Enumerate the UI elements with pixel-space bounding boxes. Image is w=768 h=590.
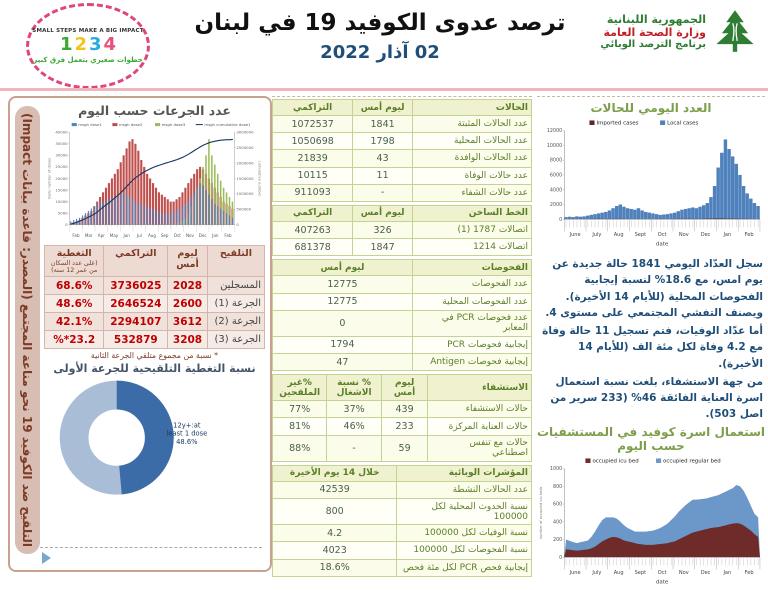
table-row [273,336,532,353]
svg-text:12000: 12000 [547,128,562,134]
campaign-tagline-ar: خطوات صغيري بتعمل فرق كبير [33,56,143,64]
column-header: الخط الساخن [412,205,531,221]
row-label: عدد الحالات المثبتة [412,116,531,133]
cell-value: 42539 [273,481,397,498]
svg-text:15000: 15000 [55,187,68,192]
svg-text:date: date [656,242,669,248]
table-row [273,542,532,559]
daily-charts-column [537,96,765,590]
cell-value: - [327,435,381,461]
column-header: التراكمي [273,205,353,221]
cell-value: 12775 [273,293,413,310]
svg-text:Nov: Nov [679,570,689,576]
statistics-column [272,96,532,580]
row-label: عدد حالات الشفاء [412,184,531,201]
table-row [273,401,532,418]
column-header: الاستشفاء [428,375,532,401]
cell-value: 21839 [273,150,353,167]
row-label: نسبة الفحوصات لكل 100000 [397,542,532,559]
table-row [273,418,532,435]
column-header: ليوم أمس [353,205,413,221]
indicators-section [272,465,532,577]
table-row [273,481,532,498]
data-table [272,259,532,371]
cell-value: 3612 [168,313,208,331]
svg-text:Feb: Feb [745,232,754,238]
svg-text:25000: 25000 [55,164,68,169]
daily-cases-chart-title: العدد اليومي للحالات [537,101,765,115]
column-header: التغطية (على عدد السكان من عمر 12 سنة) [45,246,104,277]
cell-value: 1050698 [273,133,353,150]
play-triangle-icon [42,552,51,564]
svg-text:Feb: Feb [72,233,80,238]
column-header: التراكمي [104,246,168,277]
column-header: ليوم أمس [353,100,413,116]
donut-chart-title: نسبة التغطية التلقيحية للجرعة الأولى [44,362,265,375]
header-row [273,205,532,221]
row-label: عدد الحالات المحلية [412,133,531,150]
row-label: إيجابية فحوصات PCR [412,336,531,353]
svg-text:June: June [569,232,581,238]
cell-value: 800 [273,499,397,525]
svg-text:800: 800 [553,484,562,490]
svg-text:June: June [569,570,581,576]
beds-chart-title: استعمال اسرة كوفيد في المستشفيات حسب اليوم [537,425,765,453]
svg-text:Mar: Mar [85,233,93,238]
svg-text:July: July [591,570,601,576]
svg-text:May: May [110,233,119,238]
row-label: حالات مع تنفس اصطناعي [428,435,532,461]
column-header: ليوم أمس [381,375,428,401]
cell-value: 68.6% [45,277,104,295]
cell-value: 1841 [353,116,413,133]
table-row [273,184,532,201]
vaccination-side-banner: التلقيح ضد الكوفيد 19 نحو مناعة المجتمع (المصدر: قاعدة بيانات Impact) [15,106,40,554]
svg-text:Oct: Oct [174,233,181,238]
header-divider [0,88,768,91]
table-row [273,293,532,310]
svg-text:Jan: Jan [722,570,731,576]
cell-value: 42.1% [45,313,104,331]
cell-value: 1798 [353,133,413,150]
table-row [273,276,532,293]
table-row [273,435,532,461]
svg-text:35000: 35000 [55,141,68,146]
cell-value: 1794 [273,336,413,353]
data-table [272,99,532,202]
data-table [44,245,265,349]
dashed-separator [40,547,262,548]
column-header: الفحوصات [412,260,531,276]
vaccination-footnote: * نسبة من مجموع متلقي الجرعة الثانية [44,351,265,360]
cell-value: 81% [273,418,327,435]
svg-text:500000: 500000 [236,207,251,212]
row-label: حالات الاستشفاء [428,401,532,418]
table-row [45,295,265,313]
table-row [273,499,532,525]
svg-text:4000: 4000 [550,187,562,193]
row-label: اتصالات 1787 (1) [412,221,531,238]
cell-value: 681378 [273,239,353,256]
cases-section [272,99,532,202]
ministry-text: الجمهورية اللبنانية وزارة الصحة العامة برنامج الترصد الوبائي [600,13,706,50]
vaccination-content [44,101,265,499]
svg-text:July: July [591,232,601,238]
table-row [273,221,532,238]
cell-value: 2646524 [104,295,168,313]
table-row [273,133,532,150]
summary-paragraph: من جهة الاستشفاء، بلغت نسبة استعمال اسرة العناية الفائقة 46% (233 سرير من اصل 503). [539,374,763,423]
table-row [273,525,532,542]
campaign-numbers: 1 2 3 4 [59,36,117,54]
table-row [45,331,265,349]
svg-text:Jun: Jun [122,233,130,238]
svg-text:1000000: 1000000 [236,191,254,196]
table-row [45,277,265,295]
svg-text:msgh dose2: msgh dose2 [119,122,143,127]
row-label: عدد فحوصات PCR في المعابر [412,310,531,336]
cell-value: 326 [353,221,413,238]
first-dose-coverage-donut [44,375,232,499]
row-label: إيجابية فحوصات Antigen [412,354,531,371]
cell-value: 46% [327,418,381,435]
cell-value: 407263 [273,221,353,238]
svg-text:msgh dose1: msgh dose1 [78,122,102,127]
svg-text:Aug: Aug [614,232,624,238]
svg-text:8000: 8000 [550,158,562,164]
ministry-logo [600,8,758,54]
svg-text:Aug: Aug [614,570,624,576]
svg-text:1500000: 1500000 [236,176,254,181]
column-header: % نسبة الاشغال [327,375,381,401]
cell-value: 4.2 [273,525,397,542]
svg-text:Feb: Feb [224,233,232,238]
svg-text:Jan: Jan [722,232,731,238]
svg-text:5000: 5000 [58,210,68,215]
svg-text:0: 0 [559,217,562,223]
svg-text:Dec: Dec [701,570,711,576]
data-table [272,205,532,256]
column-header: التراكمي [273,100,353,116]
svg-text:Sept: Sept [635,570,646,576]
table-row [273,354,532,371]
cell-value: 77% [273,401,327,418]
impact-campaign-logo [26,3,150,89]
cell-value: 47 [273,354,413,371]
svg-text:12y+:atleast 1 dose48.6%: 12y+:at least 1 dose 48.6% [166,422,207,446]
svg-text:msgh cumulative dose1: msgh cumulative dose1 [204,122,251,127]
header-row [273,375,532,401]
svg-text:msgh dose3: msgh dose3 [162,122,186,127]
svg-text:40000: 40000 [55,130,68,135]
svg-text:Oct: Oct [658,570,667,576]
cell-value: 3208 [168,331,208,349]
svg-text:Jan: Jan [211,233,219,238]
svg-text:Imported cases: Imported cases [597,121,639,127]
svg-text:date: date [656,579,669,585]
row-label: الجرعة (3) [207,331,264,349]
table-row [273,239,532,256]
cell-value: 532879 [104,331,168,349]
page-header [0,0,768,88]
table-row [273,150,532,167]
cell-value: 11 [353,167,413,184]
report-date: 02 آذار 2022 [180,42,580,63]
svg-text:6000: 6000 [550,173,562,179]
doses-chart-title: عدد الجرعات حسب اليوم [44,103,265,118]
summary-paragraphs [539,256,763,423]
cell-value: 1847 [353,239,413,256]
header-row [273,465,532,481]
cell-value: 12775 [273,276,413,293]
cell-value: 43 [353,150,413,167]
row-label: نسبة الوفيات لكل 100000 [397,525,532,542]
svg-text:Jul: Jul [136,233,142,238]
row-label: نسبة الحدوث المحلية لكل 100000 [397,499,532,525]
svg-text:occupied regular bed: occupied regular bed [663,458,721,464]
column-header: %غير الملقحين [273,375,327,401]
svg-text:1000: 1000 [550,466,562,472]
svg-text:2000000: 2000000 [236,160,254,165]
row-label: عدد الحالات الوافدة [412,150,531,167]
row-label: عدد الحالات النشطة [397,481,532,498]
cell-value: 10115 [273,167,353,184]
svg-text:Nov: Nov [679,232,689,238]
cell-value: 233 [381,418,428,435]
svg-text:Local cases: Local cases [667,121,698,127]
svg-text:Dec: Dec [199,233,207,238]
cell-value: 59 [381,435,428,461]
svg-text:2500000: 2500000 [236,145,254,150]
svg-text:600: 600 [553,501,562,507]
svg-text:cumulative number: cumulative number [258,161,262,197]
data-table [272,374,532,462]
svg-text:Sep: Sep [161,233,169,238]
summary-paragraph: سجل العدّاد اليومي 1841 حالة جديدة عن يوم امس، مع 18.6% لنسبة إيجابية الفحوصات المحلية (للأيام 14 الأخيرة). ويصنف التفشي المجتمعي على مستوى 4. [539,256,763,321]
svg-text:30000: 30000 [55,153,68,158]
cell-value: 48.6% [45,295,104,313]
vaccination-table-host [44,245,265,349]
hospital-beds-chart [537,454,765,590]
table-row [273,167,532,184]
svg-text:occupied icu bed: occupied icu bed [592,458,638,464]
row-label: الجرعة (1) [207,295,264,313]
svg-text:10000: 10000 [55,199,68,204]
table-row [273,116,532,133]
campaign-tagline-en: SMALL STEPS MAKE A BIG IMPACT [32,28,143,34]
cell-value: 911093 [273,184,353,201]
cell-value: 4023 [273,542,397,559]
row-label: عدد حالات الوفاة [412,167,531,184]
svg-text:Apr: Apr [98,233,105,238]
svg-text:3000000: 3000000 [236,130,254,135]
svg-text:0: 0 [236,222,239,227]
cell-value: 1072537 [273,116,353,133]
svg-text:Sept: Sept [635,232,646,238]
cell-value: 2294107 [104,313,168,331]
header-row [273,260,532,276]
svg-text:number of occupied icu beds: number of occupied icu beds [539,486,543,539]
column-header: خلال 14 يوم الأخيرة [273,465,397,481]
page-title: ترصد عدوى الكوفيد 19 في لبنان [180,10,580,36]
hospitalization-section [272,374,532,462]
svg-text:400: 400 [553,519,562,525]
row-label: عدد الفحوصات [412,276,531,293]
row-label: عدد الفحوصات المحلية [412,293,531,310]
vaccination-panel [8,96,272,572]
cell-value: 0 [273,310,413,336]
svg-text:Feb: Feb [745,570,754,576]
column-header: ليوم أمس [168,246,208,277]
data-table [272,465,532,577]
svg-text:20000: 20000 [55,176,68,181]
table-row [45,313,265,331]
cedar-tree-icon [712,8,758,54]
report-title-block [180,10,580,63]
doses-per-day-chart [44,119,262,243]
svg-text:2000: 2000 [550,202,562,208]
tests-section [272,259,532,371]
hotline-section [272,205,532,256]
svg-text:Daily number of doses: Daily number of doses [47,158,51,199]
row-label: اتصالات 1214 [412,239,531,256]
cell-value: 3736025 [104,277,168,295]
svg-text:10000: 10000 [547,143,562,149]
cell-value: - [353,184,413,201]
column-header: ليوم أمس [273,260,413,276]
header-row [273,100,532,116]
svg-text:Nov: Nov [186,233,195,238]
svg-text:0: 0 [559,555,562,561]
cell-value: 37% [327,401,381,418]
row-label: الجرعة (2) [207,313,264,331]
svg-text:Aug: Aug [148,233,156,238]
column-header: الحالات [412,100,531,116]
column-header: المؤشرات الوبائية [397,465,532,481]
header-row [45,246,265,277]
row-label: إيجابية فحص PCR لكل مئة فحص [397,559,532,576]
cell-value: 18.6% [273,559,397,576]
row-label: المسجلين [207,277,264,295]
column-header: التلقيح [207,246,264,277]
table-row [273,559,532,576]
row-label: حالات العناية المركزة [428,418,532,435]
svg-text:Dec: Dec [701,232,711,238]
cell-value: 23.2*% [45,331,104,349]
cell-value: 2600 [168,295,208,313]
svg-text:Oct: Oct [658,232,667,238]
daily-cases-chart [537,116,765,252]
cell-value: 439 [381,401,428,418]
svg-text:0: 0 [65,222,68,227]
svg-text:200: 200 [553,537,562,543]
table-row [273,310,532,336]
cell-value: 2028 [168,277,208,295]
summary-paragraph: أما عدّاد الوفيات، فتم تسجيل 11 حالة وفاة مع 4.2 وفاة لكل مئة الف (للأيام 14 الأخيرة). [539,323,763,372]
cell-value: 88% [273,435,327,461]
